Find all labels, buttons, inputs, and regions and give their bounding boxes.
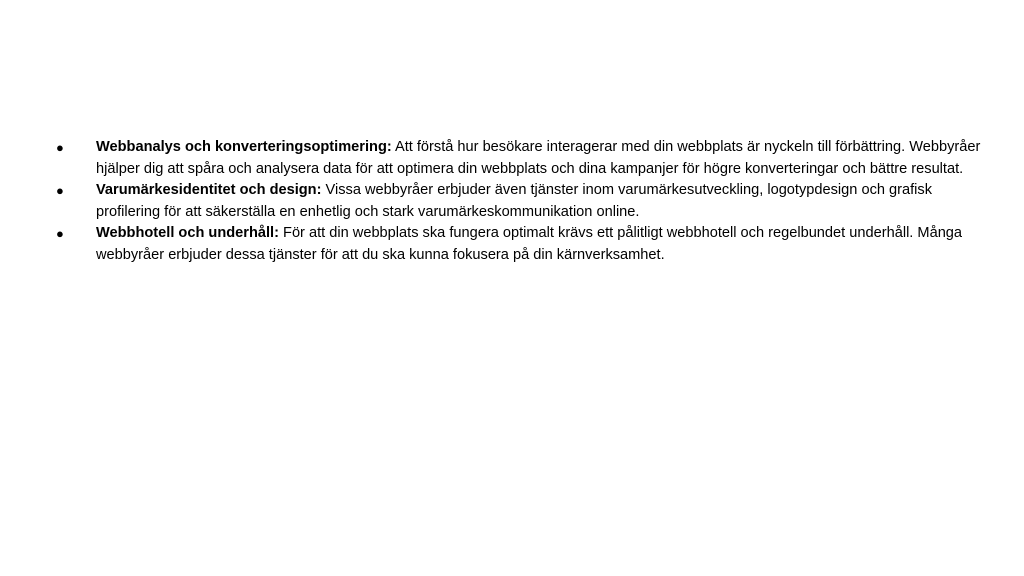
list-item: [56, 223, 986, 266]
bullet-term: Varumärkesidentitet och design:: [96, 182, 322, 198]
list-item: [56, 137, 986, 180]
bullet-icon: ●: [56, 140, 64, 155]
bullet-icon: ●: [56, 183, 64, 198]
bullet-term: Webbhotell och underhåll:: [96, 225, 279, 241]
bullet-text: Vissa webbyråer erbjuder även tjänster inom varumärkesutveckling, logotypdesign och grafisk profilering för att säkerställa en enhetlig och stark varumärkeskommunikation online.: [96, 182, 933, 220]
bullet-text: För att din webbplats ska fungera optimalt krävs ett pålitligt webbhotell och regelbundet underhåll. Många webbyråer erbjuder dessa tjänster för att du ska kunna fokusera på din kärnverksamhet.: [96, 225, 963, 263]
bullet-text: Att förstå hur besökare interagerar med din webbplats är nyckeln till förbättring. Webbyråer hjälper dig att spåra och analysera data för att optimera din webbplats och dina kampanjer för högre konverteringar och bättre resultat.: [96, 139, 981, 177]
bullet-list: [56, 137, 986, 266]
bullet-term: Webbanalys och konverteringsoptimering:: [96, 139, 392, 155]
bullet-icon: ●: [56, 226, 64, 241]
list-item: [56, 180, 986, 223]
